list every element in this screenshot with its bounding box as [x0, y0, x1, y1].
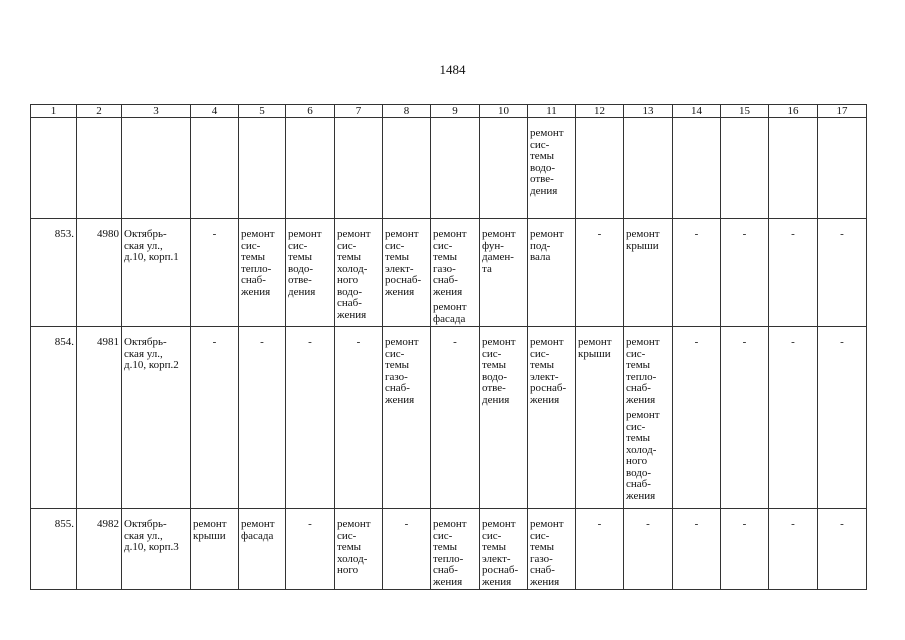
table-cell	[191, 509, 239, 590]
cell-text-line: ремонт	[433, 518, 467, 530]
cell-text-line: -	[356, 336, 361, 348]
table-row	[31, 219, 867, 327]
table-cell	[576, 118, 624, 219]
cell-text-line: Октябрь-	[124, 518, 167, 530]
table-cell	[431, 509, 480, 590]
cell-text-line: -	[308, 336, 312, 348]
column-number: 6	[286, 105, 335, 118]
cell-text-line: ремонт	[530, 127, 564, 139]
cell-text-line: ремонт	[241, 518, 275, 530]
cell-text-line: жения	[626, 393, 656, 406]
column-number: 2	[77, 105, 122, 118]
cell-text-line: темы	[385, 359, 410, 371]
cell-text-line: роснаб-	[482, 564, 519, 576]
table-cell	[286, 219, 335, 327]
table-cell	[122, 118, 191, 219]
column-number: 7	[335, 105, 383, 118]
cell-text-line: фасада	[241, 529, 274, 542]
table-cell	[721, 118, 769, 219]
table-cell	[576, 327, 624, 509]
cell-text-line: ремонт	[626, 409, 660, 421]
table-cell	[191, 219, 239, 327]
cell-text-line: 853.	[54, 228, 74, 240]
table-cell	[673, 509, 721, 590]
cell-text-line: -	[404, 518, 409, 530]
cell-text-line: -	[597, 228, 602, 240]
cell-text-line: под-	[530, 239, 551, 252]
cell-text-line: элект-	[385, 262, 414, 275]
cell-text-line: сис-	[530, 138, 550, 151]
table-cell	[769, 509, 818, 590]
cell-text-line: -	[791, 518, 795, 530]
cell-text-line: ская ул.,	[124, 239, 163, 252]
column-number: 15	[721, 105, 769, 118]
column-number: 16	[769, 105, 818, 118]
cell-text-line: жения	[433, 575, 463, 588]
cell-text-line: -	[597, 518, 602, 530]
table-cell	[77, 118, 122, 219]
table-cell	[818, 118, 867, 219]
table-cell	[431, 219, 480, 327]
cell-text-line: тепло-	[433, 552, 464, 565]
table-cell	[335, 327, 383, 509]
column-number: 1	[31, 105, 77, 118]
cell-text-line: ремонт	[337, 228, 371, 240]
cell-text-line: ремонт	[433, 301, 467, 313]
cell-text-line: жения	[530, 575, 560, 588]
cell-text-line: -	[694, 336, 699, 348]
cell-text-line: тепло-	[241, 262, 272, 275]
cell-text-line: ремонт	[530, 518, 564, 530]
cell-text-line: снаб-	[626, 478, 651, 490]
column-number: 17	[818, 105, 867, 118]
table-cell	[239, 118, 286, 219]
cell-text-line: жения	[433, 285, 463, 298]
cell-text-line: -	[742, 518, 747, 530]
cell-text-line: -	[791, 336, 795, 348]
table-cell	[383, 509, 431, 590]
cell-text-line: темы	[626, 432, 651, 444]
cell-text-line: жения	[530, 393, 560, 406]
cell-text-line: ремонт	[193, 518, 227, 530]
table-cell	[286, 327, 335, 509]
cell-text-line: ремонт	[530, 228, 564, 240]
column-number: 4	[191, 105, 239, 118]
cell-text-line: сис-	[530, 529, 550, 542]
table-cell	[576, 219, 624, 327]
cell-text-line: сис-	[288, 239, 308, 252]
cell-text-line: снаб-	[337, 297, 362, 309]
table-cell	[31, 219, 77, 327]
table-cell	[480, 327, 528, 509]
column-number: 14	[673, 105, 721, 118]
column-number-header	[31, 105, 867, 118]
cell-text-line: -	[742, 336, 747, 348]
table-cell	[383, 219, 431, 327]
table-cell	[286, 118, 335, 219]
cell-text-line: фун-	[482, 239, 504, 252]
cell-text-line: 855.	[54, 518, 74, 530]
cell-text-line: ремонт	[626, 228, 660, 240]
table-cell	[335, 509, 383, 590]
cell-text-line: водо-	[626, 466, 652, 479]
page-number: 1484	[439, 62, 466, 77]
cell-text-line: сис-	[626, 420, 646, 433]
cell-text-line: ного	[337, 274, 359, 286]
table-row	[31, 327, 867, 509]
cell-text-line: темы	[530, 150, 555, 162]
table-cell	[624, 118, 673, 219]
cell-text-line: сис-	[482, 347, 502, 360]
cell-text-line: ремонт	[385, 336, 419, 348]
cell-text-line: сис-	[626, 347, 646, 360]
table-cell	[576, 509, 624, 590]
table-cell	[191, 118, 239, 219]
cell-text-line: темы	[337, 541, 362, 553]
cell-text-line: -	[308, 518, 312, 530]
cell-text-line: ская ул.,	[124, 529, 163, 542]
cell-text-line: ремонт	[482, 336, 516, 348]
cell-text-line: жения	[385, 393, 415, 406]
table-row	[31, 509, 867, 590]
table-cell	[528, 327, 576, 509]
cell-text-line: жения	[385, 285, 415, 298]
table-cell	[480, 219, 528, 327]
cell-text-line: дения	[530, 184, 558, 197]
cell-text-line: отве-	[288, 274, 312, 286]
cell-text-line: фасада	[433, 312, 466, 325]
table-cell	[721, 327, 769, 509]
cell-text-line: темы	[288, 251, 313, 263]
cell-text-line: снаб-	[433, 274, 458, 286]
table-cell	[239, 219, 286, 327]
table-cell	[624, 219, 673, 327]
cell-text-line: -	[742, 228, 747, 240]
table-cell	[624, 509, 673, 590]
cell-text-line: Октябрь-	[124, 228, 167, 240]
table-cell	[122, 509, 191, 590]
table-cell	[818, 219, 867, 327]
cell-text-line: темы	[626, 359, 651, 371]
cell-text-line: холод-	[626, 443, 657, 456]
cell-text-line: газо-	[530, 552, 553, 565]
cell-text-line: ремонт	[626, 336, 660, 348]
cell-text-line: та	[482, 262, 492, 275]
table-cell	[31, 327, 77, 509]
cell-text-line: снаб-	[433, 564, 458, 576]
cell-text-line: роснаб-	[530, 382, 567, 394]
cell-text-line: элект-	[530, 370, 559, 383]
cell-text-line: жения	[241, 285, 271, 298]
cell-text-line: сис-	[385, 239, 405, 252]
table-cell	[122, 219, 191, 327]
table-cell	[77, 509, 122, 590]
cell-text-line: снаб-	[241, 274, 266, 286]
cell-text-line: жения	[626, 489, 656, 502]
cell-text-line: ремонт	[385, 228, 419, 240]
cell-text-line: ремонт	[288, 228, 322, 240]
cell-text-line: 4981	[97, 336, 119, 348]
cell-text-line: газо-	[385, 370, 408, 383]
cell-text-line: снаб-	[626, 382, 651, 394]
column-number: 5	[239, 105, 286, 118]
cell-text-line: крыши	[578, 347, 611, 360]
table-cell	[77, 327, 122, 509]
cell-text-line: водо-	[482, 370, 508, 383]
cell-text-line: Октябрь-	[124, 336, 167, 348]
column-number: 8	[383, 105, 431, 118]
cell-text-line: водо-	[288, 262, 314, 275]
table-cell	[769, 118, 818, 219]
cell-text-line: темы	[385, 251, 410, 263]
cell-text-line: сис-	[337, 239, 357, 252]
cell-text-line: -	[260, 336, 264, 348]
table-cell	[721, 219, 769, 327]
table-row	[31, 118, 867, 219]
table-cell	[673, 118, 721, 219]
cell-text-line: элект-	[482, 552, 511, 565]
cell-text-line: сис-	[433, 239, 453, 252]
cell-text-line: темы	[337, 251, 362, 263]
table-cell	[239, 509, 286, 590]
cell-text-line: отве-	[530, 173, 554, 185]
cell-text-line: сис-	[385, 347, 405, 360]
cell-text-line: 4980	[97, 228, 119, 240]
table-cell	[769, 219, 818, 327]
cell-text-line: холод-	[337, 552, 368, 565]
table-cell	[673, 219, 721, 327]
cell-text-line: -	[453, 336, 457, 348]
cell-text-line: -	[840, 336, 844, 348]
cell-text-line: темы	[530, 359, 555, 371]
cell-text-line: ного	[337, 564, 359, 576]
cell-text-line: сис-	[530, 347, 550, 360]
cell-text-line: тепло-	[626, 370, 657, 383]
table-cell	[818, 509, 867, 590]
cell-text-line: крыши	[193, 529, 226, 542]
table-cell	[286, 509, 335, 590]
cell-text-line: -	[212, 228, 217, 240]
cell-text-line: ремонт	[578, 336, 612, 348]
cell-text-line: жения	[482, 575, 512, 588]
table-cell	[528, 118, 576, 219]
table-cell	[431, 327, 480, 509]
cell-text-line: жения	[337, 308, 367, 321]
cell-text-line: ремонт	[530, 336, 564, 348]
cell-text-line: темы	[482, 541, 507, 553]
cell-text-line: д.10, корп.2	[124, 359, 179, 371]
table-cell	[122, 327, 191, 509]
table-cell	[31, 509, 77, 590]
cell-text-line: -	[694, 228, 699, 240]
table-cell	[431, 118, 480, 219]
cell-text-line: сис-	[241, 239, 261, 252]
table-cell	[77, 219, 122, 327]
table-cell	[769, 327, 818, 509]
table-cell	[818, 327, 867, 509]
cell-text-line: -	[791, 228, 795, 240]
repair-schedule-table	[30, 104, 867, 590]
table-cell	[528, 219, 576, 327]
cell-text-line: д.10, корп.3	[124, 541, 179, 553]
table-cell	[673, 327, 721, 509]
cell-text-line: ремонт	[482, 228, 516, 240]
cell-text-line: темы	[433, 251, 458, 263]
cell-text-line: ремонт	[337, 518, 371, 530]
table-cell	[239, 327, 286, 509]
cell-text-line: ного	[626, 455, 648, 467]
cell-text-line: снаб-	[530, 564, 555, 576]
table-cell	[480, 118, 528, 219]
column-number: 9	[431, 105, 480, 118]
table-cell	[383, 327, 431, 509]
cell-text-line: вала	[530, 251, 551, 263]
column-number: 11	[528, 105, 576, 118]
cell-text-line: темы	[241, 251, 266, 263]
table-cell	[624, 327, 673, 509]
cell-text-line: сис-	[433, 529, 453, 542]
table-cell	[191, 327, 239, 509]
cell-text-line: темы	[482, 359, 507, 371]
cell-text-line: ремонт	[482, 518, 516, 530]
cell-text-line: дамен-	[482, 251, 514, 263]
table-cell	[383, 118, 431, 219]
cell-text-line: водо-	[530, 161, 556, 174]
cell-text-line: сис-	[482, 529, 502, 542]
cell-text-line: -	[840, 228, 844, 240]
cell-text-line: дения	[482, 393, 510, 406]
cell-text-line: водо-	[337, 285, 363, 298]
column-number: 13	[624, 105, 673, 118]
cell-text-line: -	[212, 336, 217, 348]
table-cell	[721, 509, 769, 590]
cell-text-line: 854.	[54, 336, 74, 348]
cell-text-line: темы	[530, 541, 555, 553]
cell-text-line: холод-	[337, 262, 368, 275]
cell-text-line: -	[646, 518, 650, 530]
column-number: 3	[122, 105, 191, 118]
table-cell	[528, 509, 576, 590]
cell-text-line: газо-	[433, 262, 456, 275]
table-cell	[31, 118, 77, 219]
cell-text-line: дения	[288, 285, 316, 298]
table-cell	[480, 509, 528, 590]
cell-text-line: ремонт	[241, 228, 275, 240]
cell-text-line: 4982	[97, 518, 119, 530]
cell-text-line: снаб-	[385, 382, 410, 394]
cell-text-line: -	[694, 518, 699, 530]
cell-text-line: ская ул.,	[124, 347, 163, 360]
cell-text-line: темы	[433, 541, 458, 553]
table-cell	[335, 219, 383, 327]
column-number: 12	[576, 105, 624, 118]
cell-text-line: отве-	[482, 382, 506, 394]
table-cell	[335, 118, 383, 219]
column-number: 10	[480, 105, 528, 118]
cell-text-line: роснаб-	[385, 274, 422, 286]
cell-text-line: крыши	[626, 239, 659, 252]
cell-text-line: -	[840, 518, 844, 530]
cell-text-line: д.10, корп.1	[124, 251, 179, 263]
cell-text-line: сис-	[337, 529, 357, 542]
cell-text-line: ремонт	[433, 228, 467, 240]
